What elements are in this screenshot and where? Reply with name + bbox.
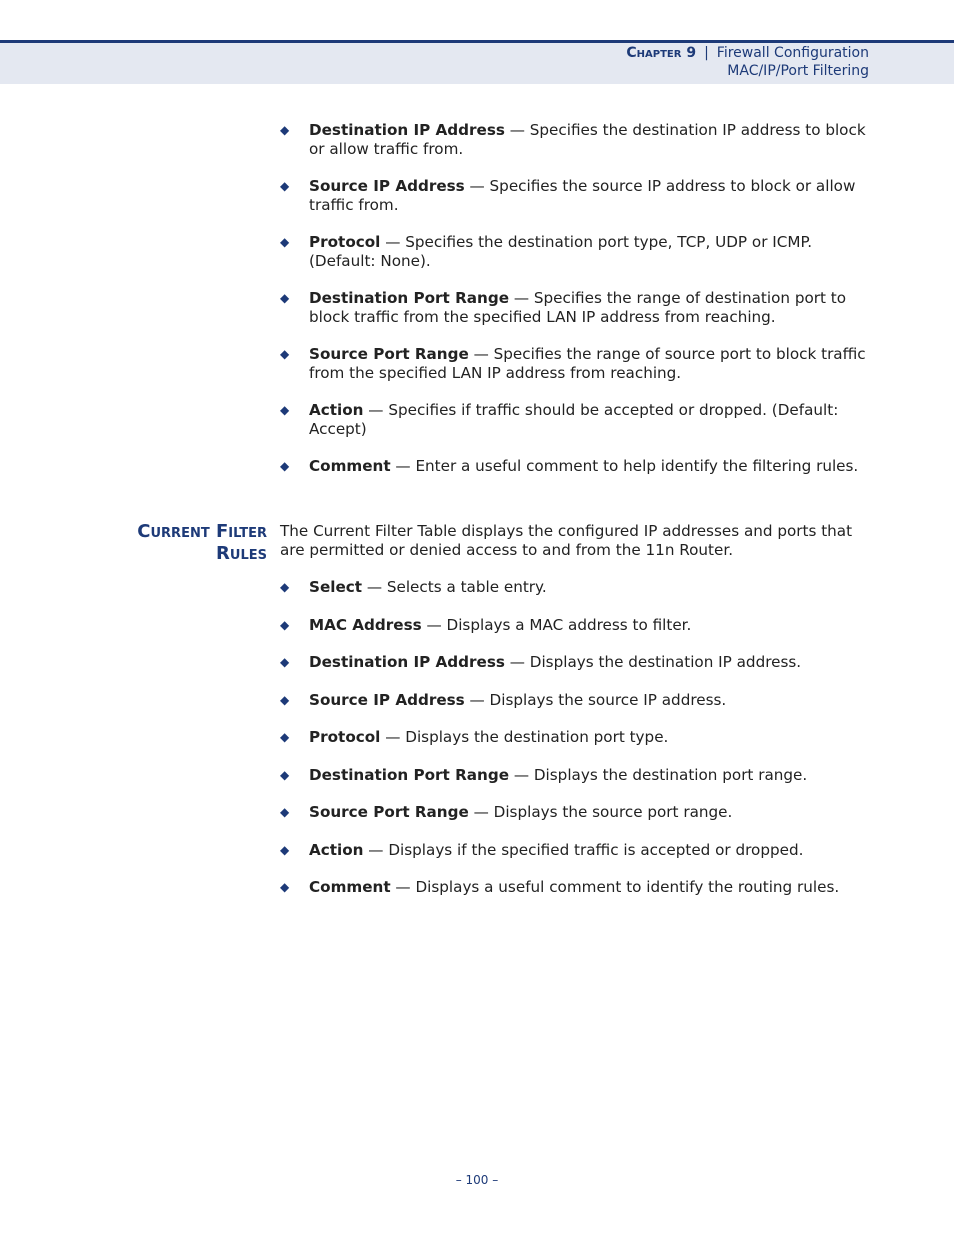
- running-header: [626, 45, 869, 61]
- item-description: — Enter a useful comment to help identify the filtering rules.: [390, 457, 859, 475]
- list-item: [280, 345, 880, 383]
- page-number: – 100 –: [455, 1173, 499, 1187]
- item-description: — Displays the destination IP address.: [504, 653, 802, 671]
- list-item: [280, 841, 880, 860]
- list-item: [280, 691, 880, 710]
- item-term: Destination Port Range: [309, 289, 510, 307]
- list-item: [280, 766, 880, 785]
- list-item: [280, 177, 880, 215]
- chapter-label: Chapter 9: [626, 45, 697, 61]
- list-item: [280, 616, 880, 635]
- item-description: — Specifies the destination port type, TCP, UDP or ICMP. (Default: None).: [309, 233, 813, 270]
- header-subtitle: MAC/IP/Port Filtering: [727, 63, 869, 79]
- item-term: Source IP Address: [309, 690, 465, 709]
- item-term: Action: [309, 401, 364, 419]
- diamond-bullet-icon: ◆: [280, 880, 290, 894]
- item-description: — Specifies the destination IP address to block or allow traffic from.: [309, 121, 866, 158]
- list-item: [280, 803, 880, 822]
- section-heading-line: Rules: [216, 543, 267, 564]
- list-item: [280, 457, 880, 476]
- item-term: Destination IP Address: [309, 121, 505, 139]
- list-item: [280, 233, 880, 271]
- diamond-bullet-icon: ◆: [280, 805, 290, 819]
- item-description: — Displays a useful comment to identify the routing rules.: [390, 878, 840, 896]
- item-term: Protocol: [309, 728, 381, 746]
- item-term: Protocol: [309, 233, 381, 251]
- diamond-bullet-icon: ◆: [280, 291, 290, 305]
- item-term: Select: [309, 578, 363, 596]
- item-description: — Selects a table entry.: [362, 578, 547, 596]
- diamond-bullet-icon: ◆: [280, 692, 290, 707]
- diamond-bullet-icon: ◆: [280, 403, 290, 417]
- item-description: — Specifies the source IP address to block or allow traffic from.: [309, 177, 856, 214]
- table-column-description-list: [280, 578, 880, 916]
- diamond-bullet-icon: ◆: [280, 179, 290, 193]
- diamond-bullet-icon: ◆: [280, 123, 290, 137]
- item-description: — Displays the source IP address.: [464, 690, 727, 709]
- chapter-title: Firewall Configuration: [716, 45, 869, 61]
- item-term: Comment: [309, 878, 391, 896]
- item-description: — Displays the destination port range.: [509, 765, 808, 784]
- item-description: — Displays the source port range.: [468, 803, 733, 821]
- diamond-bullet-icon: ◆: [280, 459, 290, 473]
- item-term: Action: [309, 840, 364, 859]
- item-description: — Specifies if traffic should be accepted or dropped. (Default: Accept): [309, 401, 839, 438]
- item-term: Destination Port Range: [309, 765, 510, 784]
- item-term: Source IP Address: [309, 177, 465, 195]
- section-heading: [60, 521, 267, 565]
- diamond-bullet-icon: ◆: [280, 842, 290, 857]
- item-description: — Displays a MAC address to filter.: [421, 615, 692, 634]
- item-term: Comment: [309, 457, 391, 475]
- list-item: [280, 728, 880, 747]
- item-description: — Specifies the range of destination port to block traffic from the specified LAN IP address from reaching.: [309, 289, 847, 326]
- diamond-bullet-icon: ◆: [280, 730, 290, 744]
- diamond-bullet-icon: ◆: [280, 347, 290, 361]
- section-intro: The Current Filter Table displays the configured IP addresses and ports that are permitted or denied access to and from the 11n Router.: [280, 522, 853, 559]
- list-item: [280, 401, 880, 439]
- list-item: [280, 121, 880, 159]
- item-description: — Displays the destination port type.: [380, 728, 669, 746]
- header-separator: |: [704, 45, 709, 61]
- item-description: — Specifies the range of source port to block traffic from the specified LAN IP address from reaching.: [309, 345, 866, 382]
- list-item: [280, 289, 880, 327]
- item-term: Source Port Range: [309, 803, 469, 821]
- field-description-list: [280, 121, 880, 494]
- diamond-bullet-icon: ◆: [280, 235, 290, 249]
- diamond-bullet-icon: ◆: [280, 617, 290, 632]
- list-item: [280, 653, 880, 672]
- item-term: MAC Address: [309, 615, 422, 634]
- diamond-bullet-icon: ◆: [280, 580, 290, 594]
- item-term: Source Port Range: [309, 345, 469, 363]
- section-heading-line: Current Filter: [137, 521, 267, 542]
- list-item: [280, 878, 880, 897]
- diamond-bullet-icon: ◆: [280, 655, 290, 669]
- item-term: Destination IP Address: [309, 653, 505, 671]
- item-description: — Displays if the specified traffic is accepted or dropped.: [363, 840, 804, 859]
- list-item: [280, 578, 880, 597]
- diamond-bullet-icon: ◆: [280, 767, 290, 782]
